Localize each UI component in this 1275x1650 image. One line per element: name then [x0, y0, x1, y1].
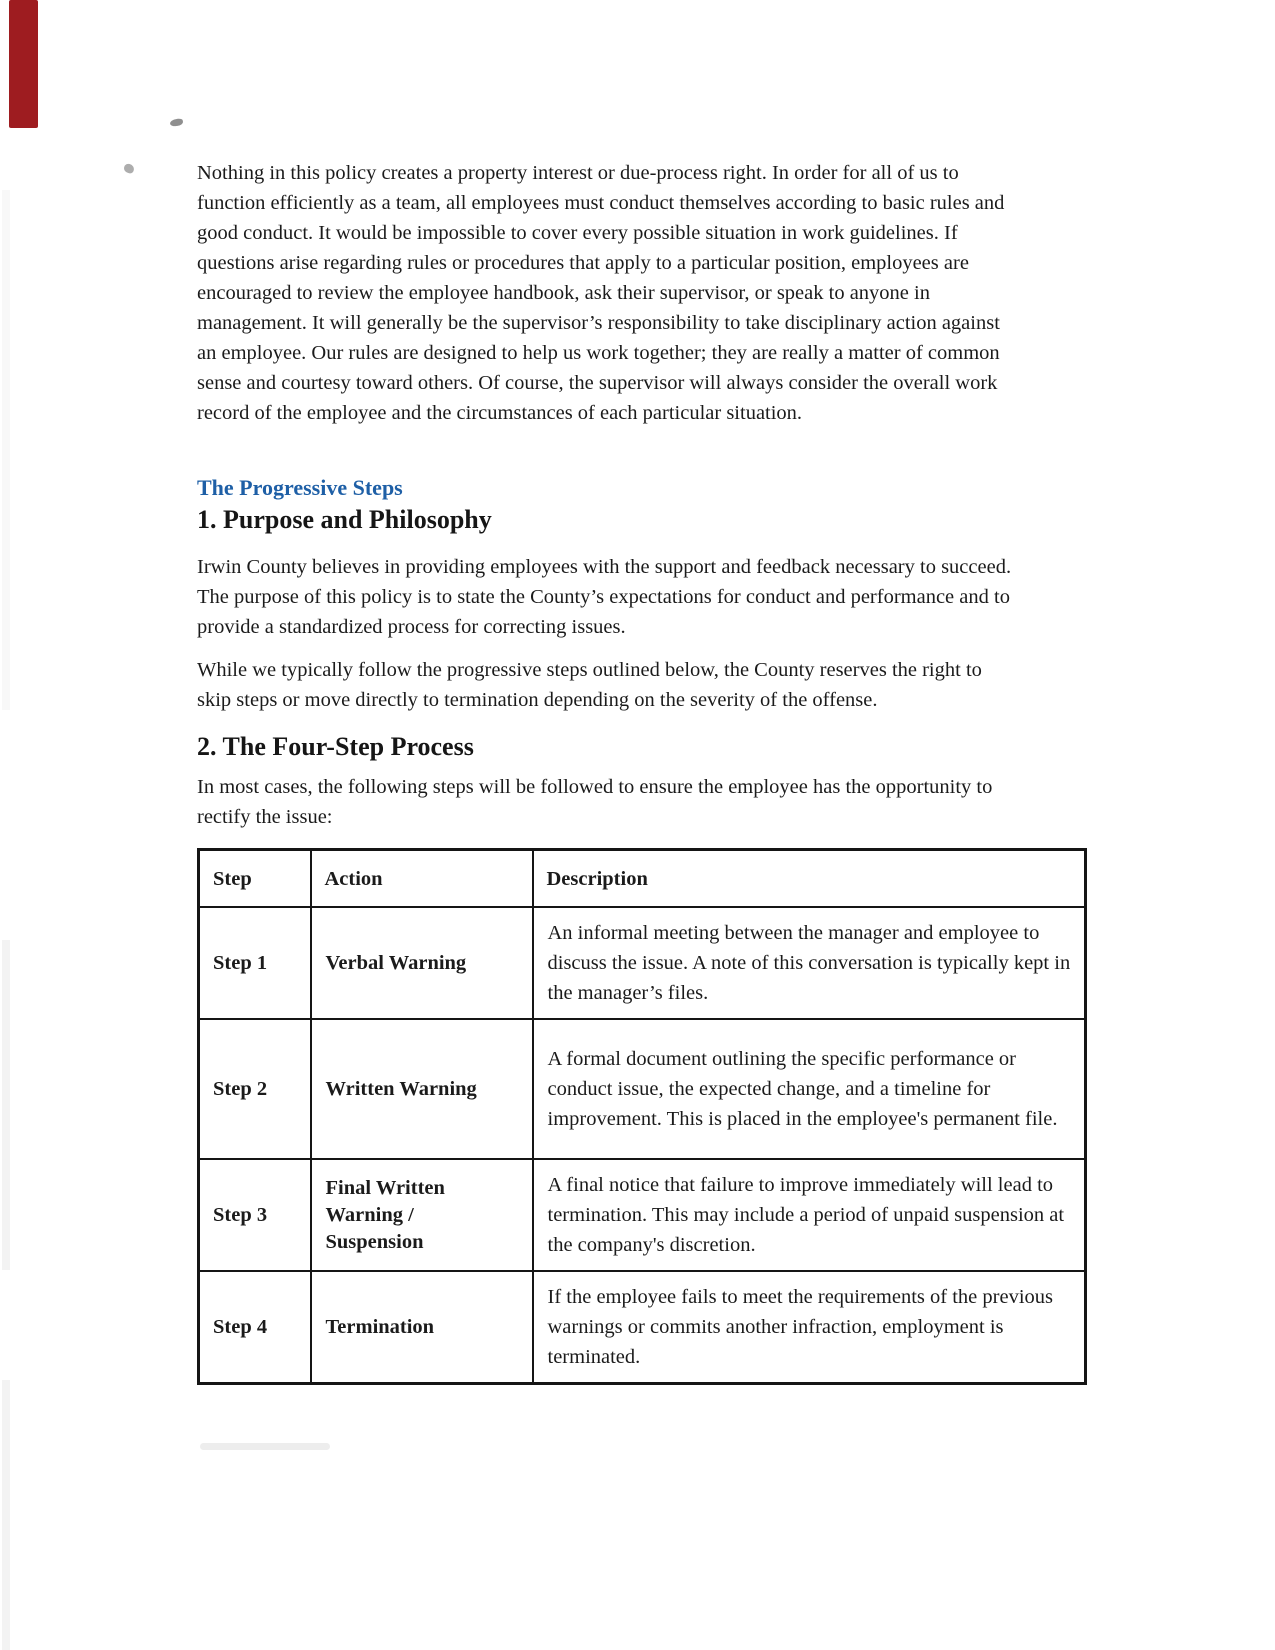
column-header-action: Action [311, 850, 533, 908]
action-cell: Final Written Warning / Suspension [311, 1159, 533, 1271]
step-cell: Step 1 [199, 907, 311, 1019]
step-cell: Step 4 [199, 1271, 311, 1384]
description-cell: A formal document outlining the specific performance or conduct issue, the expected change, and a timeline for improvement. This is placed in the employee's permanent file. [533, 1019, 1086, 1159]
red-scan-mark [9, 0, 38, 128]
column-header-step: Step [199, 850, 311, 908]
table-header-row [199, 850, 1086, 908]
step-cell: Step 2 [199, 1019, 311, 1159]
scan-smudge [200, 1443, 330, 1450]
four-step-process-table [197, 848, 1087, 1385]
purpose-paragraph: Irwin County believes in providing employees with the support and feedback necessary to succeed. The purpose of this policy is to state the County’s expectations for conduct and performance and to provide a standardized process for correcting issues. [197, 556, 1012, 638]
progressive-steps-heading: The Progressive Steps [197, 475, 403, 500]
scan-edge-streak [2, 190, 10, 710]
intro-paragraph: Nothing in this policy creates a property interest or due-process right. In order for all of us to function efficiently as a team, all employees must conduct themselves according to basic rules and good conduct. It would be impossible to cover every possible situation in work guidelines. If questions arise regarding rules or procedures that apply to a particular position, employees are encouraged to review the employee handbook, ask their supervisor, or speak to anyone in management. It will generally be the supervisor’s responsibility to take disciplinary action against an employee. Our rules are designed to help us work together; they are really a matter of common sense and courtesy toward others. Of course, the supervisor will always consider the overall work record of the employee and the circumstances of each particular situation. [197, 162, 1005, 424]
section-1-heading: 1. Purpose and Philosophy [197, 505, 492, 534]
section-2-heading: 2. The Four-Step Process [197, 732, 474, 761]
scan-speck [123, 163, 135, 174]
scan-edge-streak [2, 1380, 10, 1650]
scan-speck [170, 118, 184, 127]
description-cell: An informal meeting between the manager and employee to discuss the issue. A note of this conversation is typically kept in the manager’s files. [533, 907, 1086, 1019]
scan-edge-streak [2, 940, 10, 1270]
step-cell: Step 3 [199, 1159, 311, 1271]
description-cell: If the employee fails to meet the requirements of the previous warnings or commits another infraction, employment is terminated. [533, 1271, 1086, 1384]
progressive-policy-paragraph: While we typically follow the progressive steps outlined below, the County reserves the right to skip steps or move directly to termination depending on the severity of the offense. [197, 659, 982, 711]
column-header-description: Description [533, 850, 1086, 908]
action-cell: Termination [311, 1271, 533, 1384]
table-row [199, 907, 1086, 1019]
four-step-intro-paragraph: In most cases, the following steps will be followed to ensure the employee has the opportunity to rectify the issue: [197, 776, 993, 828]
action-cell: Verbal Warning [311, 907, 533, 1019]
table-row [199, 1159, 1086, 1271]
table-row [199, 1019, 1086, 1159]
table-row [199, 1271, 1086, 1384]
document-page [197, 158, 1089, 1385]
description-cell: A final notice that failure to improve immediately will lead to termination. This may include a period of unpaid suspension at the company's discretion. [533, 1159, 1086, 1271]
action-cell: Written Warning [311, 1019, 533, 1159]
